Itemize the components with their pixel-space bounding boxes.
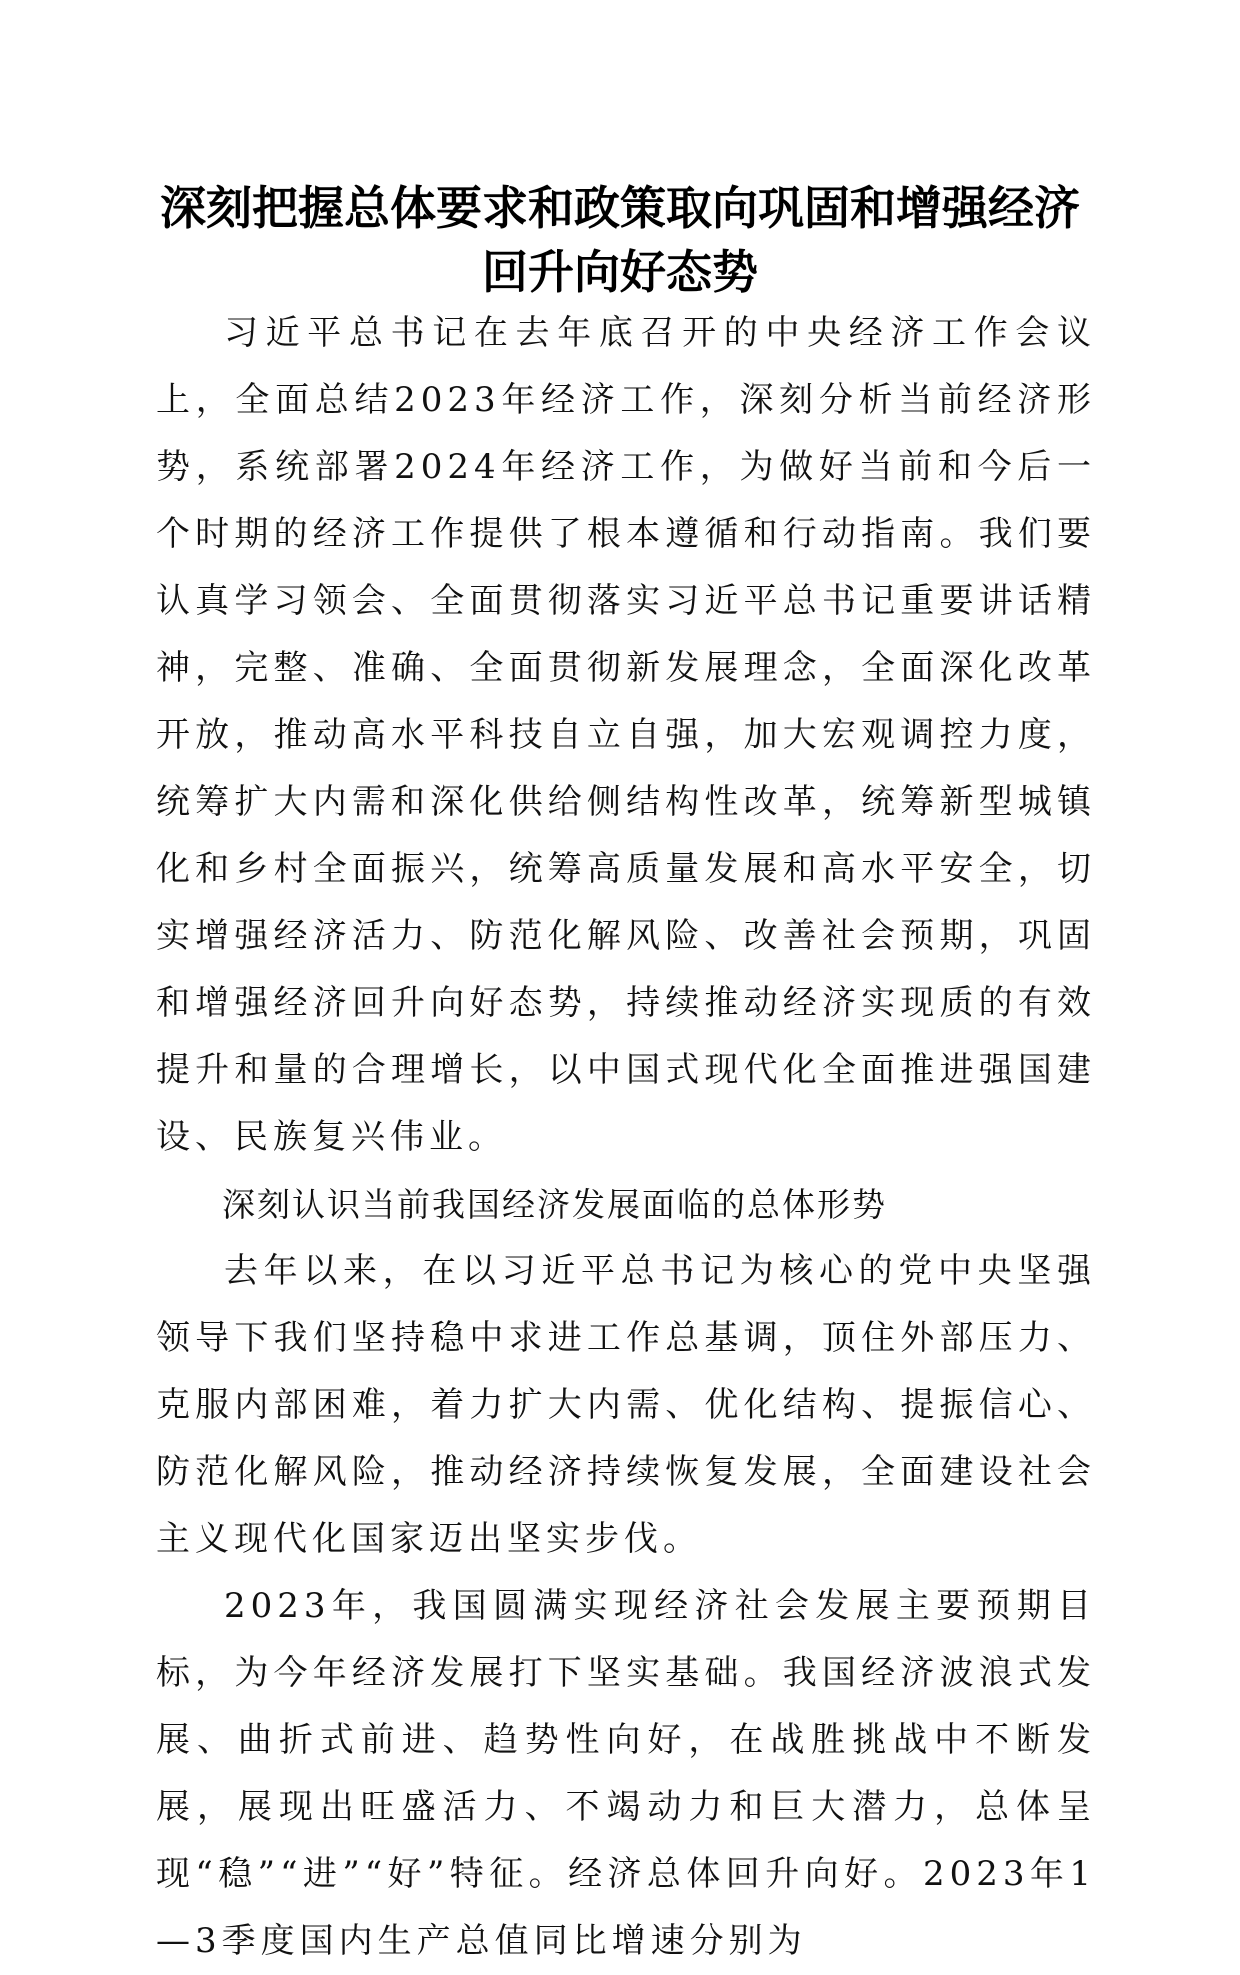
document-body [156,300,1096,1975]
title-line-1: 深刻把握总体要求和政策取向巩固和增强经济 [160,181,1080,235]
section-heading: 深刻认识当前我国经济发展面临的总体形势 [222,1185,887,1224]
document-title [150,176,1090,304]
title-line-2: 回升向好态势 [482,245,758,299]
paragraph-intro: 习近平总书记在去年底召开的中央经济工作会议上，全面总结2023年经济工作，深刻分析当前经济形势，系统部署2024年经济工作，为做好当前和今后一个时期的经济工作提供了根本遵循和行动指南。我们要认真学习领会、全面贯彻落实习近平总书记重要讲话精神，完整、准确、全面贯彻新发展理念，全面深化改革开放，推动高水平科技自立自强，加大宏观调控力度，统筹扩大内需和深化供给侧结构性改革，统筹新型城镇化和乡村全面振兴，统筹高质量发展和高水平安全，切实增强经济活力、防范化解风险、改善社会预期，巩固和增强经济回升向好态势，持续推动经济实现质的有效提升和量的合理增长，以中国式现代化全面推进强国建设、民族复兴伟业。 [156,313,1096,1157]
paragraph-situation: 去年以来，在以习近平总书记为核心的党中央坚强领导下我们坚持稳中求进工作总基调，顶住外部压力、克服内部困难，着力扩大内需、优化结构、提振信心、防范化解风险，推动经济持续恢复发展，全面建设社会主义现代化国家迈出坚实步伐。 [156,1251,1096,1559]
paragraph-2023-results: 2023年，我国圆满实现经济社会发展主要预期目标，为今年经济发展打下坚实基础。我国经济波浪式发展、曲折式前进、趋势性向好，在战胜挑战中不断发展，展现出旺盛活力、不竭动力和巨大潜力，总体呈现“稳”“进”“好”特征。经济总体回升向好。2023年1—3季度国内生产总值同比增速分别为 [156,1586,1096,1961]
